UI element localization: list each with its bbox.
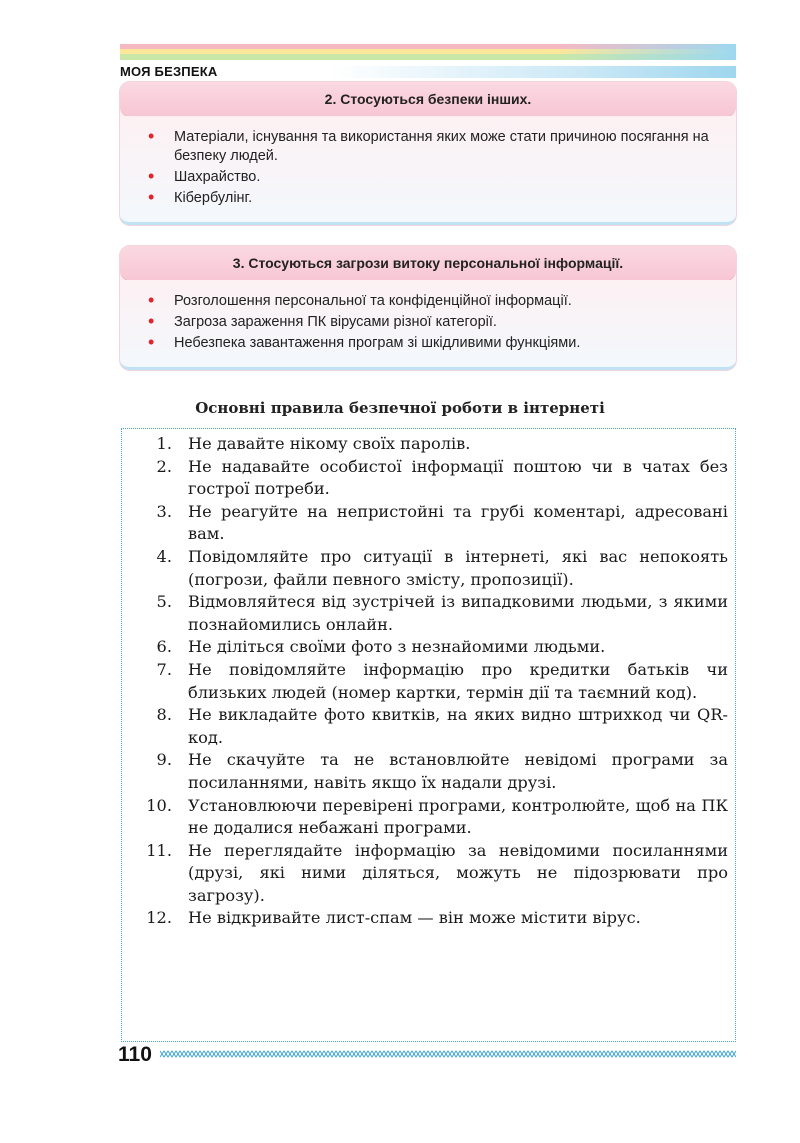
bullet-icon: • (148, 126, 155, 146)
list-item: • Небезпека завантаження програм зі шкідливими функціями. (148, 332, 581, 352)
rule-item: 3. Не реагуйте на непристойні та грубі коментарі, адресовані вам. (156, 501, 728, 544)
bullet-icon: • (148, 166, 155, 186)
rule-item: 11. Не переглядайте інформацію за невідомими посиланнями (друзі, які ними діляться, можуть не підозрювати про загрозу). (146, 840, 728, 905)
rules-list (128, 433, 728, 930)
list-item: • Матеріали, існування та використання яких може стати причиною посягання на безпеку людей. (148, 126, 709, 164)
footer-zigzag-line (160, 1048, 736, 1060)
section-title: МОЯ БЕЗПЕКА (120, 64, 218, 79)
rule-item: 8. Не викладайте фото квитків, на яких видно штрихкод чи QR-код. (156, 705, 728, 747)
card-title: 2. Стосуються безпеки інших. (120, 82, 736, 116)
rule-item: 12. Не відкривайте лист-спам — він може містити вірус. (146, 908, 641, 928)
rule-item: 7. Не повідомляйте інформацію про кредитки батьків чи близьких людей (номер картки, термін дії та таємний код). (156, 659, 728, 702)
rule-item: 6. Не діліться своїми фото з незнайомими людьми. (156, 637, 606, 657)
threat-card-others (120, 82, 736, 225)
bullet-icon: • (148, 290, 155, 310)
page-number: 110 (118, 1043, 152, 1066)
bullet-icon: • (148, 332, 155, 352)
list-item: • Шахрайство. (148, 166, 261, 186)
bullet-icon: • (148, 311, 155, 331)
rule-item: 1. Не давайте нікому своїх паролів. (156, 434, 471, 453)
list-item: • Загроза зараження ПК вірусами різної категорії. (148, 311, 497, 331)
list-item: • Розголошення персональної та конфіденційної інформації. (148, 290, 572, 310)
section-gradient-bar (330, 66, 736, 78)
rule-item: 2. Не надавайте особистої інформації поштою чи в чатах без гострої потреби. (156, 456, 728, 499)
rule-item: 5. Відмовляйтеся від зустрічей із випадковими людьми, з якими познайомились онлайн. (156, 592, 728, 634)
card-title: 3. Стосуються загрози витоку персональної інформації. (120, 246, 736, 280)
bullet-icon: • (148, 187, 155, 207)
rule-item: 4. Повідомляйте про ситуації в інтернеті, які вас непокоять (погрози, файли певного змісту, пропозиції). (156, 546, 728, 589)
list-item: • Кібербулінг. (148, 187, 253, 207)
threat-card-personal-data (120, 246, 736, 370)
rules-heading: Основні правила безпечної роботи в інтернеті (195, 399, 605, 417)
header-color-bar (120, 44, 736, 60)
rule-item: 10. Установлюючи перевірені програми, контролюйте, щоб на ПК не додалися небажані програми. (146, 795, 728, 838)
rule-item: 9. Не скачуйте та не встановлюйте невідомі програми за посиланнями, навіть якщо їх надали друзі. (156, 750, 728, 792)
